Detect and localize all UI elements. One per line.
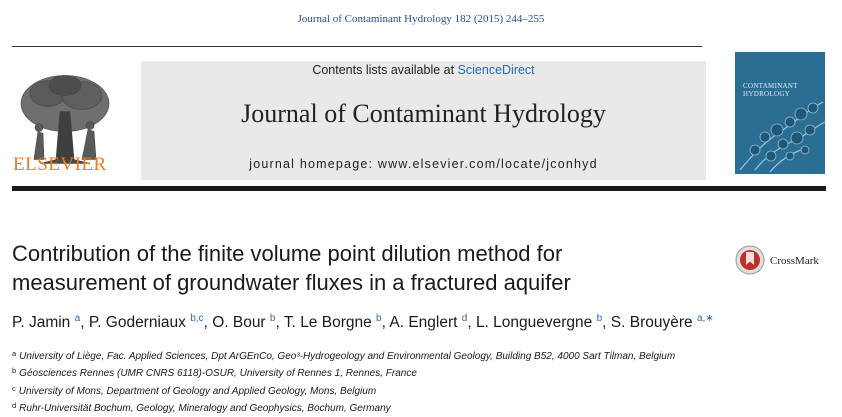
- author[interactable]: T. Le Borgne $^b$: [283, 313, 382, 332]
- affiliation-text: University of Liège, Fac. Applied Sciences, Dpt ArGEnCo, Geo³-Hydrogeology and Environmental Geology, Building B52, 4000 Sart Tilman, Belgium: [19, 351, 676, 362]
- affiliation-text: University of Mons, Department of Geology and Applied Geology, Mons, Belgium: [18, 385, 377, 397]
- header-thick-divider: [12, 186, 826, 191]
- author[interactable]: P. Goderniaux $^{b,c}$: [88, 313, 204, 332]
- author-affiliation-link[interactable]: a,∗: [696, 313, 714, 324]
- affiliation-mark: d: [12, 401, 17, 411]
- journal-citation[interactable]: Journal of Contaminant Hydrology 182 (2015) 244–255: [297, 13, 545, 25]
- author-affiliation-link[interactable]: b: [596, 313, 603, 324]
- affiliation-mark: c: [12, 383, 16, 393]
- affiliation: [12, 347, 832, 364]
- sciencedirect-link[interactable]: ScienceDirect: [457, 63, 535, 77]
- author-affiliation-link[interactable]: b: [376, 313, 382, 324]
- author-affiliation-link[interactable]: b: [269, 313, 276, 324]
- elsevier-wordmark[interactable]: ELSEVIER: [13, 154, 107, 175]
- author-affiliation-link[interactable]: a: [74, 313, 81, 324]
- affiliation: [12, 382, 832, 399]
- affiliation-mark: a: [12, 349, 17, 358]
- header-divider: [12, 46, 702, 47]
- author[interactable]: P. Jamin $^a$: [12, 313, 81, 332]
- author[interactable]: O. Bour $^b$: [212, 313, 276, 332]
- affiliation-text: Géosciences Rennes (UMR CNRS 6118)-OSUR, University of Rennes 1, Rennes, France: [19, 368, 417, 380]
- crossmark-badge[interactable]: [735, 245, 830, 279]
- affiliation-list: [12, 347, 832, 417]
- article-title: [12, 239, 702, 297]
- contents-availability: [141, 63, 706, 77]
- journal-banner: [141, 61, 706, 180]
- author-affiliation-link[interactable]: b,c: [190, 313, 204, 324]
- article-title-line-2: measurement of groundwater fluxes in a fractured aquifer: [12, 270, 571, 295]
- cover-title: CONTAMINANT HYDROLOGY: [743, 82, 798, 98]
- affiliation-mark: b: [12, 366, 17, 376]
- affiliation: [12, 364, 832, 381]
- crossmark-label: CrossMark: [770, 255, 819, 267]
- author[interactable]: A. Englert $^d$: [389, 313, 468, 332]
- author[interactable]: L. Longuevergne $^b$: [475, 313, 603, 332]
- contents-prefix: Contents lists available at: [312, 63, 458, 77]
- author[interactable]: S. Brouyère $^{a,∗}$: [610, 313, 714, 332]
- affiliation-text: Ruhr-Universität Bochum, Geology, Mineralogy and Geophysics, Bochum, Germany: [19, 403, 391, 415]
- journal-cover-thumbnail[interactable]: [735, 52, 825, 174]
- article-title-line-1: Contribution of the finite volume point dilution method for: [12, 241, 563, 266]
- cover-artwork: [735, 52, 825, 174]
- author-affiliation-link[interactable]: d: [461, 313, 468, 324]
- journal-homepage-link[interactable]: journal homepage: www.elsevier.com/locate/jconhyd: [249, 157, 598, 171]
- crossmark-icon: [735, 245, 765, 275]
- author-list: P. Jamin $^a$, P. Goderniaux $^{b,c}$, O. Bour $^b$, T. Le Borgne $^b$, A. Englert $^d$, L. Longuevergne $^b$, S. Brouyère $^{a,∗}$: [12, 313, 714, 332]
- affiliation: [12, 399, 832, 416]
- journal-title[interactable]: Journal of Contaminant Hydrology: [241, 99, 606, 128]
